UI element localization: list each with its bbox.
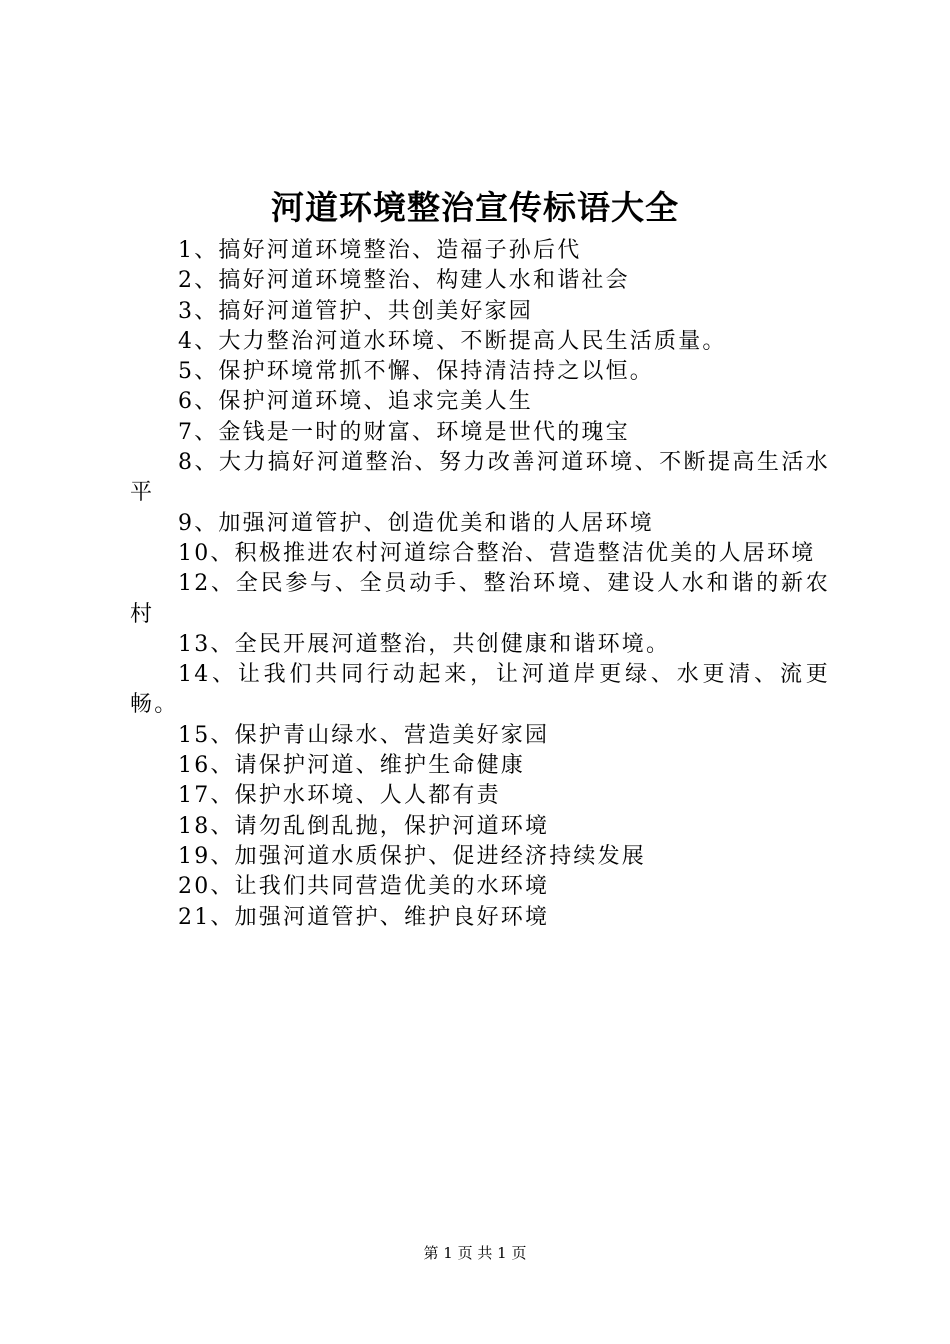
list-item: 8、大力搞好河道整治、努力改善河道环境、不断提高生活水平 [130, 450, 830, 506]
list-item: 1、搞好河道环境整治、造福子孙后代 [178, 238, 582, 263]
list-item: 16、请保护河道、维护生命健康 [178, 753, 525, 779]
list-item: 7、金钱是一时的财富、环境是世代的瑰宝 [178, 419, 630, 445]
list-item: 9、加强河道管护、创造优美和谐的人居环境 [178, 510, 654, 536]
list-item: 17、保护水环境、人人都有责 [178, 783, 501, 809]
list-item: 15、保护青山绿水、营造美好家园 [178, 722, 550, 748]
list-item: 18、请勿乱倒乱抛，保护河道环境 [178, 813, 550, 839]
page-title: 河道环境整治宣传标语大全 [271, 188, 679, 227]
list-item: 21、加强河道管护、维护良好环境 [178, 904, 550, 930]
list-item: 12、全民参与、全员动手、整治环境、建设人水和谐的新农村 [130, 571, 830, 627]
slogan-list [130, 236, 830, 933]
list-item: 13、全民开展河道整治，共创健康和谐环境。 [178, 631, 671, 657]
list-item: 10、积极推进农村河道综合整治、营造整洁优美的人居环境 [178, 540, 816, 566]
list-item: 3、搞好河道管护、共创美好家园 [178, 298, 533, 324]
list-item: 14、让我们共同行动起来，让河道岸更绿、水更清、流更畅。 [130, 662, 830, 718]
list-item: 6、保护河道环境、追求完美人生 [178, 389, 533, 415]
list-item: 2、搞好河道环境整治、构建人水和谐社会 [178, 268, 630, 294]
list-item: 4、大力整治河道水环境、不断提高人民生活质量。 [178, 328, 727, 354]
list-item: 19、加强河道水质保护、促进经济持续发展 [178, 843, 646, 869]
list-item: 20、让我们共同营造优美的水环境 [178, 874, 550, 900]
page-footer: 第 1 页 共 1 页 [423, 1244, 527, 1262]
list-item: 5、保护环境常抓不懈、保持清洁持之以恒。 [178, 359, 654, 385]
